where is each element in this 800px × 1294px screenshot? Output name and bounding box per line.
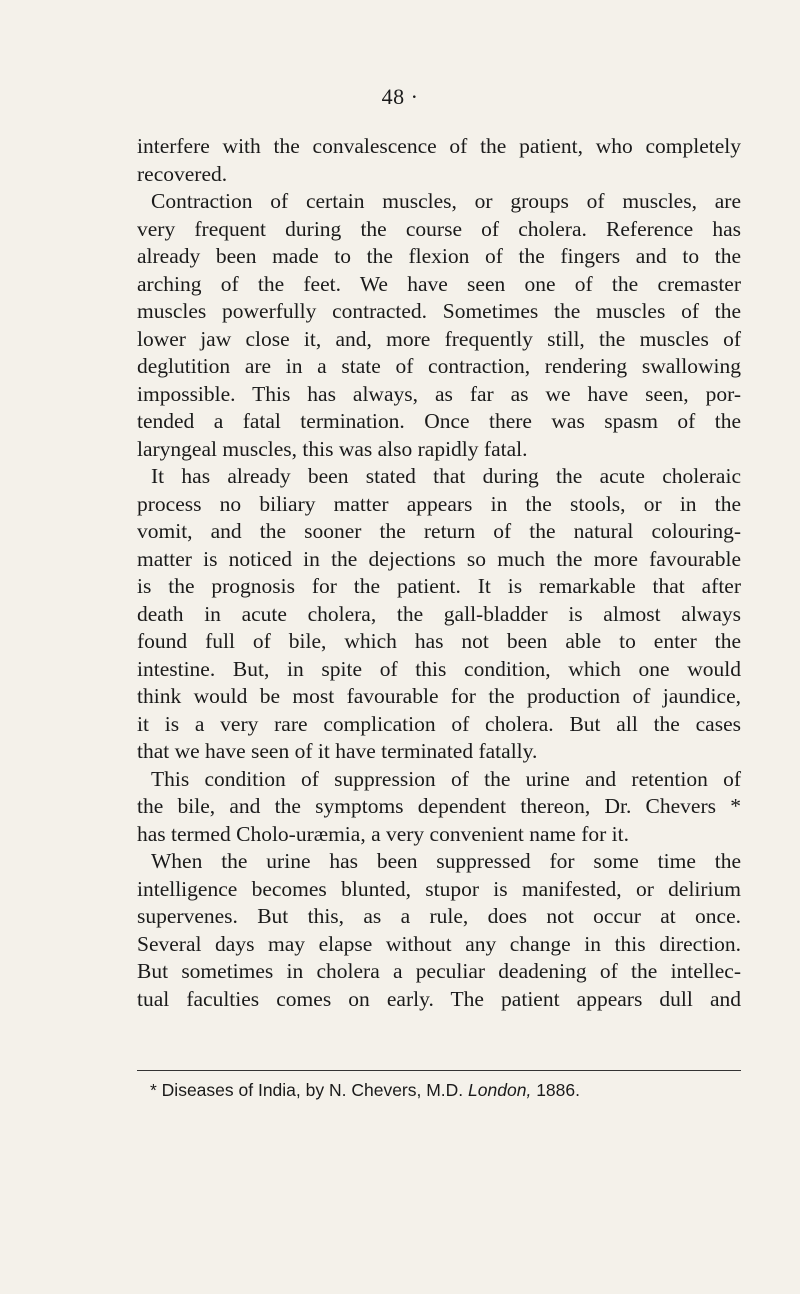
page-number: 48 · <box>381 84 419 109</box>
footnote-year: 1886. <box>536 1080 580 1100</box>
text-line: has termed Cholo-uræmia, a very convenient name for it. <box>137 821 629 846</box>
text-line: Contraction of certain muscles, or groups of muscles, are <box>151 189 741 213</box>
text-line: already been made to the flexion of the fingers and to the <box>137 244 741 268</box>
text-line: found full of bile, which has not been able to enter the <box>137 629 741 653</box>
footnote <box>150 1080 580 1101</box>
text-line: very frequent during the course of cholera. Reference has <box>137 216 741 241</box>
footnote-city: London, <box>468 1080 532 1100</box>
text-line: intelligence becomes blunted, stupor is manifested, or delirium <box>137 876 741 901</box>
text-line: matter is noticed in the dejections so much the more favourable <box>137 546 741 571</box>
text-line: process no biliary matter appears in the stools, or in the <box>137 491 741 516</box>
footnote-text: * Diseases of India, by N. Chevers, M.D. <box>150 1080 464 1100</box>
text-line: interfere with the convalescence of the patient, who completely <box>137 134 741 158</box>
text-line: is the prognosis for the patient. It is remarkable that after <box>137 574 741 598</box>
text-line: deglutition are in a state of contraction, rendering swallowing <box>137 354 741 378</box>
text-line: tual faculties comes on early. The patient appears dull and <box>137 986 741 1011</box>
text-line: recovered. <box>137 161 228 186</box>
text-line: It has already been stated that during the acute choleraic <box>151 464 741 488</box>
text-line: impossible. This has always, as far as we have seen, por- <box>137 381 741 406</box>
text-line: intestine. But, in spite of this condition, which one would <box>137 656 741 681</box>
text-line: laryngeal muscles, this was also rapidly fatal. <box>137 436 528 461</box>
text-line: Several days may elapse without any change in this direction. <box>137 931 741 956</box>
footnote-divider <box>137 1070 741 1071</box>
text-line: supervenes. But this, as a rule, does not occur at once. <box>137 904 741 928</box>
text-line: muscles powerfully contracted. Sometimes the muscles of the <box>137 299 741 323</box>
text-line: death in acute cholera, the gall-bladder is almost always <box>137 601 741 626</box>
text-line: lower jaw close it, and, more frequently still, the muscles of <box>137 326 741 351</box>
text-line: the bile, and the symptoms dependent thereon, Dr. Chevers * <box>137 794 741 818</box>
text-line: tended a fatal termination. Once there was spasm of the <box>137 409 741 433</box>
text-line: This condition of suppression of the urine and retention of <box>151 766 741 791</box>
text-line: arching of the feet. We have seen one of the cremaster <box>137 271 741 296</box>
text-line: But sometimes in cholera a peculiar deadening of the intellec- <box>137 959 741 983</box>
text-line: that we have seen of it have terminated fatally. <box>137 739 538 763</box>
text-line: When the urine has been suppressed for some time the <box>151 849 741 873</box>
text-line: it is a very rare complication of cholera. But all the cases <box>137 711 741 736</box>
text-line: vomit, and the sooner the return of the natural colouring- <box>137 519 741 543</box>
body-text <box>137 133 741 1013</box>
text-line: think would be most favourable for the production of jaundice, <box>137 684 741 708</box>
